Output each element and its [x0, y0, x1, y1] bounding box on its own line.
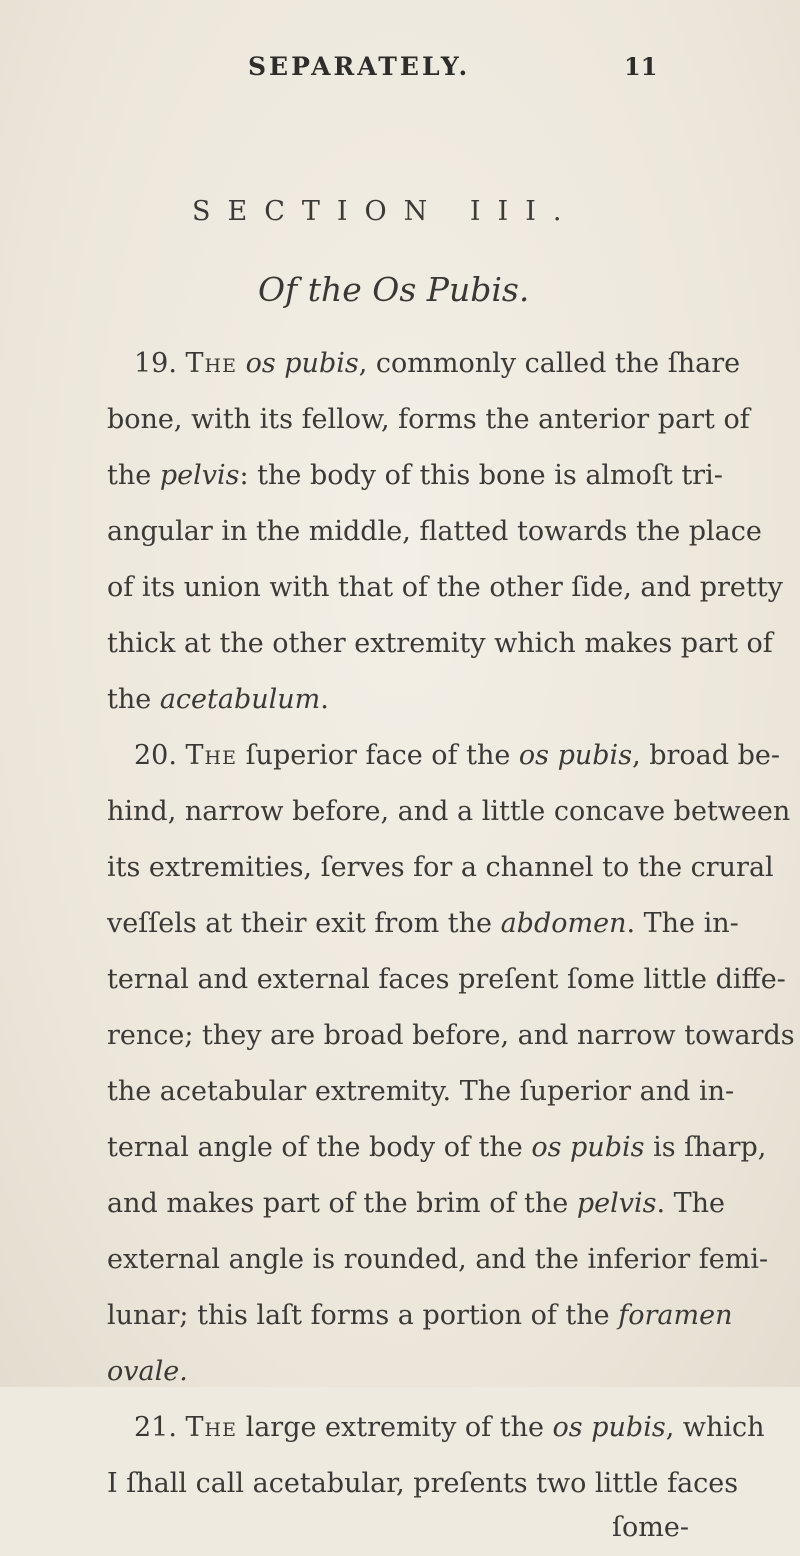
text-line: thick at the other extremity which makes part of [107, 628, 773, 659]
text-line: of its union with that of the other ſide, and pretty [107, 572, 783, 603]
text-line: ternal and external faces preſent ſome little diffe- [107, 964, 786, 995]
text-line: angular in the middle, flatted towards the place [107, 516, 762, 547]
page-number: 11 [624, 52, 658, 81]
text-line: ovale. [107, 1356, 188, 1387]
text-line: and makes part of the brim of the pelvis. The [107, 1188, 726, 1219]
text-line: 20. The ſuperior face of the os pubis, broad be- [134, 740, 781, 771]
running-head-title: SEPARATELY. [248, 52, 471, 81]
text-line: veſſels at their exit from the abdomen. The in- [107, 908, 739, 939]
text-line: external angle is rounded, and the inferior femi- [107, 1244, 769, 1275]
text-line: ternal angle of the body of the os pubis is ſharp, [107, 1132, 767, 1163]
text-line: its extremities, ſerves for a channel to the crural [107, 852, 774, 883]
text-line: rence; they are broad before, and narrow towards [107, 1020, 795, 1051]
text-line: the pelvis: the body of this bone is almoſt tri- [107, 460, 723, 491]
text-line: the acetabulum. [107, 684, 329, 715]
text-line: 19. The os pubis, commonly called the ſhare [134, 348, 741, 379]
catchword: ſome- [612, 1512, 689, 1543]
running-head [248, 52, 708, 92]
section-subtitle: Of the Os Pubis. [258, 270, 530, 309]
text-line: I ſhall call acetabular, preſents two little faces [107, 1468, 739, 1499]
text-line: 21. The large extremity of the os pubis, which [134, 1412, 765, 1443]
text-line: the acetabular extremity. The ſuperior and in- [107, 1076, 735, 1107]
text-line: hind, narrow before, and a little concave between [107, 796, 791, 827]
text-line: bone, with its fellow, forms the anterior part of [107, 404, 750, 435]
text-line: lunar; this laſt forms a portion of the foramen [107, 1300, 733, 1331]
section-heading: SECTION III. [192, 196, 579, 227]
